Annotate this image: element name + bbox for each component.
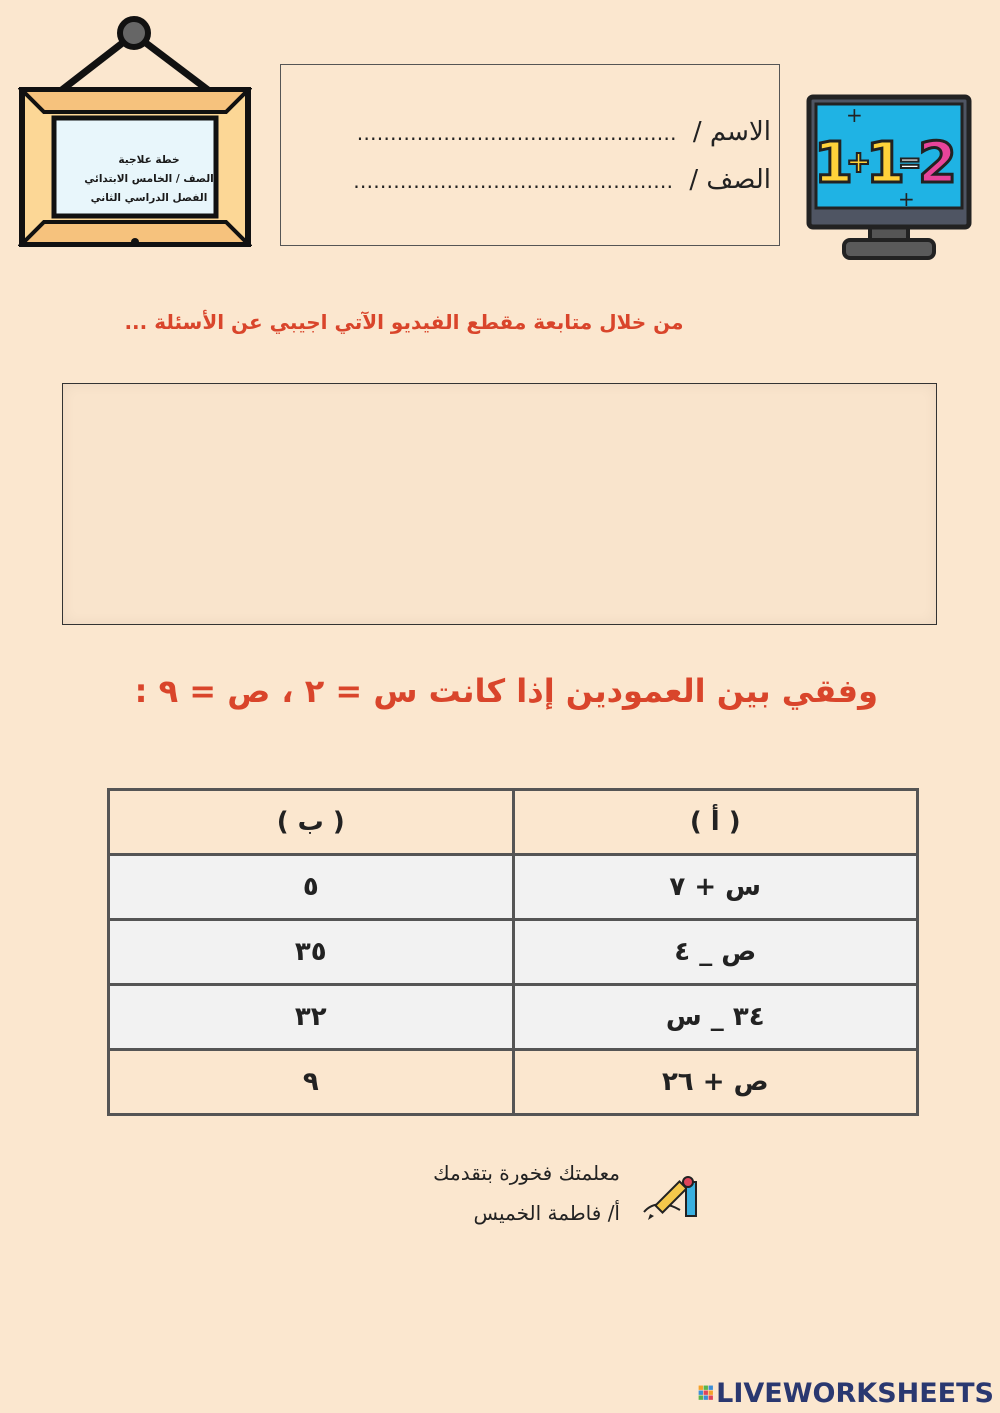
svg-text:2: 2	[918, 131, 957, 196]
class-field[interactable]: …………………………………………	[353, 169, 674, 193]
svg-text:+: +	[846, 145, 872, 180]
column-a-header: ( أ )	[513, 790, 918, 855]
hanging-frame	[18, 14, 252, 248]
column-b-cell[interactable]: ٣٢	[109, 985, 514, 1050]
name-row	[357, 117, 771, 147]
frame-label	[74, 134, 224, 224]
table-row	[109, 1050, 918, 1115]
column-b-cell[interactable]: ٣٥	[109, 920, 514, 985]
column-a-cell[interactable]: س + ٧	[513, 855, 918, 920]
column-b-cell[interactable]: ٩	[109, 1050, 514, 1115]
table-row	[109, 855, 918, 920]
class-row	[353, 165, 771, 195]
svg-text:+: +	[846, 103, 863, 127]
teacher-name: أ/ فاطمة الخميس	[473, 1201, 620, 1225]
teacher-signature	[380, 1153, 620, 1233]
svg-text:1: 1	[814, 131, 853, 196]
column-b-cell[interactable]: ٥	[109, 855, 514, 920]
instruction-text: من خلال متابعة مقطع الفيديو الآتي اجيبي عن الأسئلة ...	[124, 310, 684, 334]
student-info-box	[280, 64, 780, 246]
pencil-writing-icon	[640, 1176, 698, 1222]
teacher-message: معلمتك فخورة بتقدمك	[433, 1161, 620, 1185]
video-embed-area[interactable]	[62, 383, 937, 625]
table-row	[109, 985, 918, 1050]
table-row	[109, 920, 918, 985]
frame-line-1: خطة علاجية	[118, 153, 180, 166]
liveworksheets-grid-icon	[698, 1380, 714, 1406]
question-heading: وفقي بين العمودين إذا كانت س = ٢ ، ص = ٩ :	[134, 672, 878, 710]
column-b-header: ( ب )	[109, 790, 514, 855]
table-header-row	[109, 790, 918, 855]
name-field[interactable]: …………………………………………	[356, 121, 677, 145]
brand-name: LIVEWORKSHEETS	[716, 1377, 994, 1409]
class-label: الصف /	[689, 165, 771, 195]
name-label: الاسم /	[692, 117, 771, 147]
column-a-cell[interactable]: ٣٤ _ س	[513, 985, 918, 1050]
math-monitor-icon	[806, 94, 972, 264]
frame-line-2: الصف / الخامس الابتدائي	[84, 172, 214, 185]
column-a-cell[interactable]: ص + ٢٦	[513, 1050, 918, 1115]
liveworksheets-logo	[698, 1377, 994, 1409]
svg-text:+: +	[898, 187, 915, 211]
column-a-cell[interactable]: ص _ ٤	[513, 920, 918, 985]
svg-text:1: 1	[866, 131, 905, 196]
svg-text:=: =	[898, 146, 922, 179]
matching-table	[107, 788, 919, 1116]
frame-line-3: الفصل الدراسي الثاني	[90, 191, 208, 204]
